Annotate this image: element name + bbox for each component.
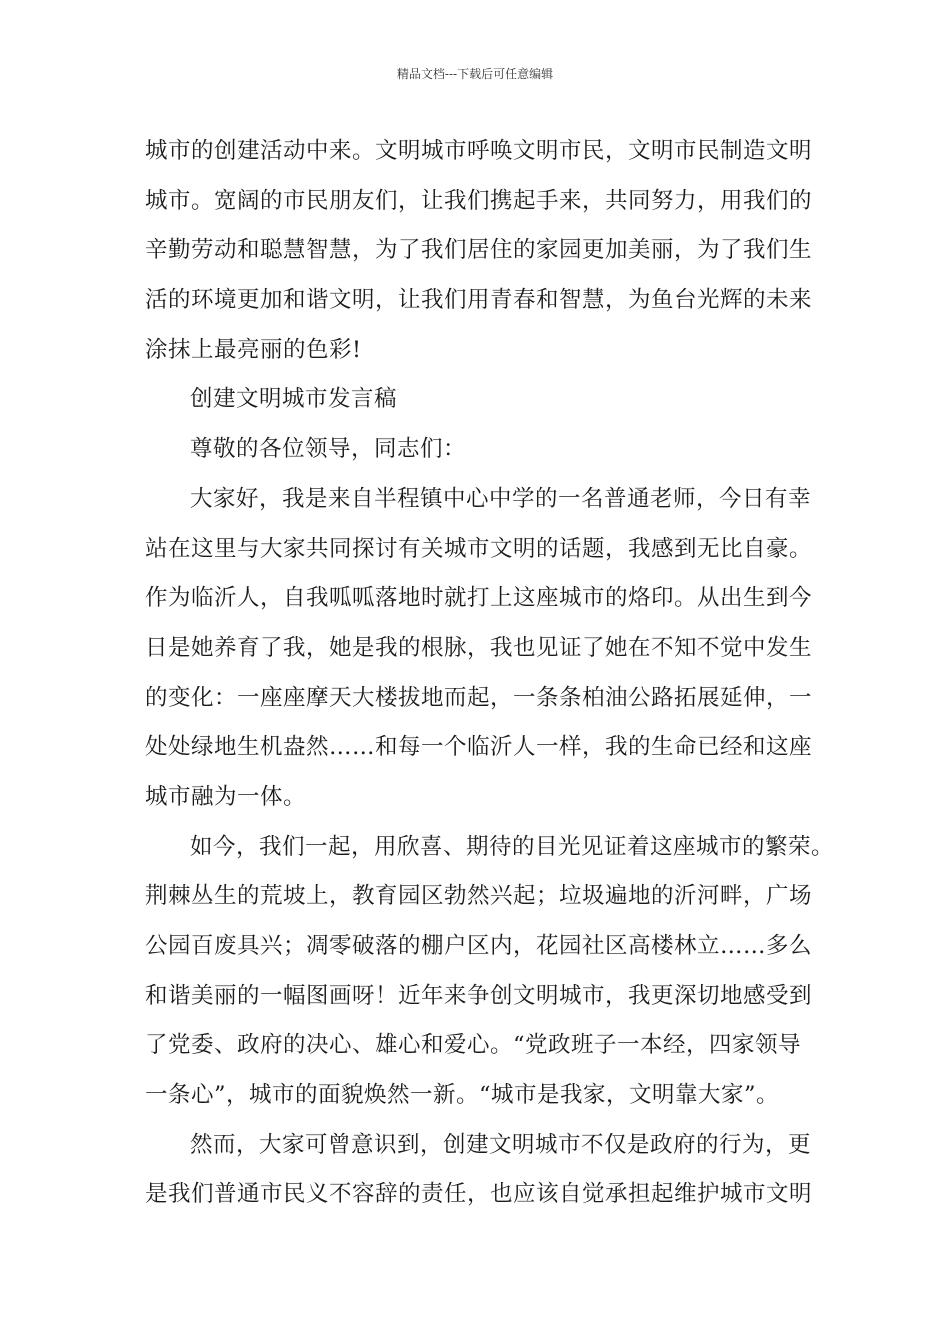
text-line: 和谐美丽的一幅图画呀！近年来争创文明城市，我更深切地感受到 <box>145 982 813 1009</box>
text-line: 处处绿地生机盎然……和每一个临沂人一样，我的生命已经和这座 <box>145 734 813 761</box>
text-line: 的变化：一座座摩天大楼拔地而起，一条条柏油公路拓展延伸，一 <box>145 684 813 711</box>
text-line: 城市融为一体。 <box>145 783 307 810</box>
text-line: 辛勤劳动和聪慧智慧，为了我们居住的家园更加美丽，为了我们生 <box>145 237 813 264</box>
text-line: 如今，我们一起，用欣喜、期待的目光见证着这座城市的繁荣。 <box>190 833 835 860</box>
text-line: 活的环境更加和谐文明，让我们用青春和智慧，为鱼台光辉的未来 <box>145 287 813 314</box>
text-line: 作为临沂人，自我呱呱落地时就打上这座城市的烙印。从出生到今 <box>145 585 813 612</box>
text-line: 城市。宽阔的市民朋友们，让我们携起手来，共同努力，用我们的 <box>145 187 813 214</box>
text-line: 日是她养育了我，她是我的根脉，我也见证了她在不知不觉中发生 <box>145 634 813 661</box>
document-body <box>145 127 835 1220</box>
text-line: 涂抹上最亮丽的色彩! <box>145 336 362 363</box>
text-line: 然而，大家可曾意识到，创建文明城市不仅是政府的行为，更 <box>190 1131 812 1158</box>
page-header: 精品文档---下载后可任意编辑 <box>396 67 554 81</box>
salutation: 尊敬的各位领导，同志们： <box>190 436 467 463</box>
text-line: 城市的创建活动中来。文明城市呼唤文明市民，文明市民制造文明 <box>145 138 813 164</box>
text-line: 一条心”，城市的面貌焕然一新。“城市是我家，文明靠大家”。 <box>145 1082 780 1109</box>
text-line: 大家好，我是来自半程镇中心中学的一名普通老师，今日有幸 <box>190 485 812 512</box>
text-line: 站在这里与大家共同探讨有关城市文明的话题，我感到无比自豪。 <box>145 535 813 562</box>
text-line: 荆棘丛生的荒坡上，教育园区勃然兴起；垃圾遍地的沂河畔，广场 <box>145 883 813 910</box>
text-line: 了党委、政府的决心、雄心和爱心。“党政班子一本经，四家领导 <box>145 1032 802 1059</box>
text-line: 公园百废具兴；凋零破落的棚户区内，花园社区高楼林立……多么 <box>145 933 813 959</box>
text-line: 是我们普通市民义不容辞的责任，也应该自觉承担起维护城市文明 <box>145 1181 813 1208</box>
speech-title: 创建文明城市发言稿 <box>190 386 398 413</box>
